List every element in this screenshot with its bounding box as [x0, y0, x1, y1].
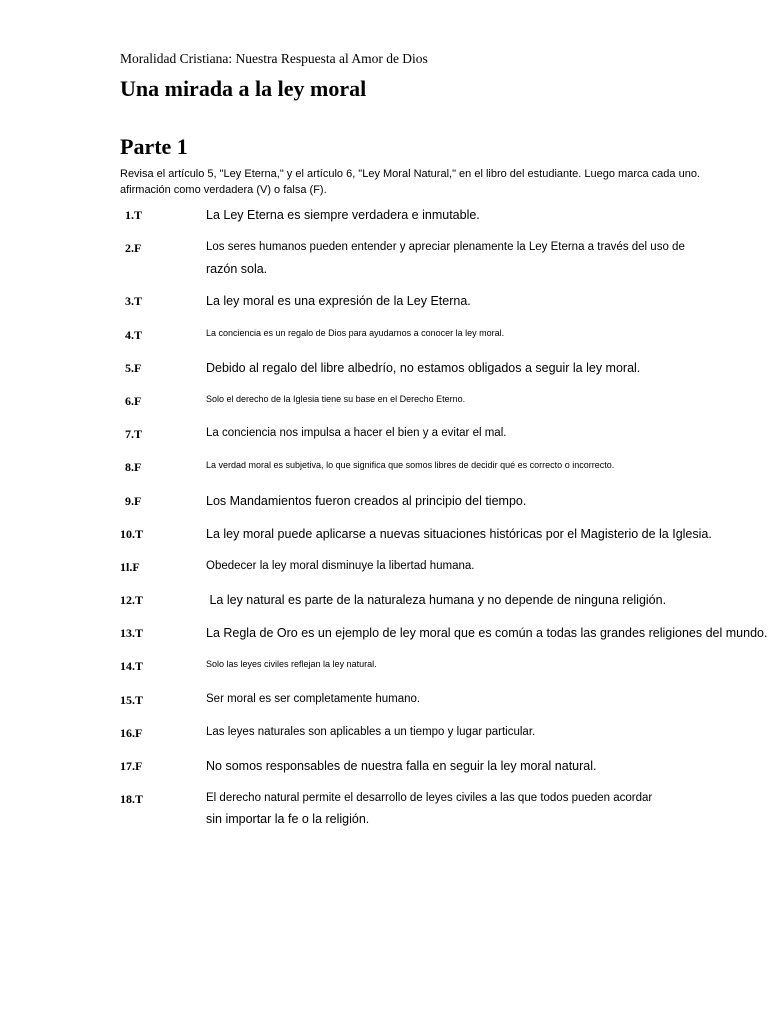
item-statement: El derecho natural permite el desarrollo de leyes civiles a las que todos pueden acordar [206, 792, 653, 804]
item-statement: Debido al regalo del libre albedrío, no estamos obligados a seguir la ley moral. [206, 361, 641, 375]
item-statement: Obedecer la ley moral disminuye la libertad humana. [206, 560, 475, 572]
item-statement: Ser moral es ser completamente humano. [206, 693, 421, 705]
item-number: 8.F [125, 460, 142, 474]
item-number: 9.F [125, 494, 142, 508]
item-statement: La conciencia nos impulsa a hacer el bien y a evitar el mal. [206, 427, 507, 439]
item-statement-continuation: razón sola. [206, 262, 268, 276]
item-number: 18.T [120, 792, 144, 806]
item-number: 3.T [125, 294, 143, 308]
item-number: 1l.F [120, 560, 140, 574]
item-number: 6.F [125, 394, 142, 408]
item-number: 5.F [125, 361, 142, 375]
item-number: 13.T [120, 626, 144, 640]
item-statement: La Regla de Oro es un ejemplo de ley moral que es común a todas las grandes religiones del mundo. [206, 626, 768, 640]
item-number: 10.T [120, 527, 144, 541]
item-statement: Los seres humanos pueden entender y apreciar plenamente la Ley Eterna a través del uso de [206, 241, 685, 253]
item-number: 15.T [120, 693, 144, 707]
item-statement-continuation: sin importar la fe o la religión. [206, 812, 370, 826]
instructions: Revisa el artículo 5, "Ley Eterna," y el artículo 6, "Ley Moral Natural," en el libro del estudiante. Luego marca cada uno. afirmación como verdadera (V) o falsa (F). [120, 168, 700, 196]
document-header: Moralidad Cristiana: Nuestra Respuesta al Amor de Dios [120, 51, 428, 66]
item-statement: Los Mandamientos fueron creados al principio del tiempo. [206, 494, 527, 508]
item-statement: La verdad moral es subjetiva, lo que significa que somos libres de decidir qué es correcto o incorrecto. [206, 460, 615, 470]
item-statement: La ley natural es parte de la naturaleza humana y no depende de ninguna religión. [206, 593, 667, 607]
item-number: 2.F [125, 241, 142, 255]
part-title: Parte 1 [120, 134, 188, 159]
item-number: 16.F [120, 726, 143, 740]
item-number: 1.T [125, 208, 143, 222]
item-number: 17.F [120, 759, 143, 773]
item-statement: La ley moral puede aplicarse a nuevas situaciones históricas por el Magisterio de la Iglesia. [206, 527, 712, 541]
item-statement: La Ley Eterna es siempre verdadera e inmutable. [206, 208, 480, 222]
item-statement: Las leyes naturales son aplicables a un tiempo y lugar particular. [206, 726, 536, 738]
item-statement: La ley moral es una expresión de la Ley Eterna. [206, 294, 471, 308]
item-number: 7.T [125, 427, 143, 441]
item-statement: Solo el derecho de la Iglesia tiene su base en el Derecho Eterno. [206, 394, 466, 404]
item-statement: La conciencia es un regalo de Dios para ayudarnos a conocer la ley moral. [206, 328, 505, 338]
item-number: 14.T [120, 659, 144, 673]
page-title: Una mirada a la ley moral [120, 76, 367, 101]
item-number: 4.T [125, 328, 143, 342]
item-statement: Solo las leyes civiles reflejan la ley natural. [206, 659, 377, 669]
item-statement: No somos responsables de nuestra falla en seguir la ley moral natural. [206, 759, 597, 773]
item-number: 12.T [120, 593, 144, 607]
